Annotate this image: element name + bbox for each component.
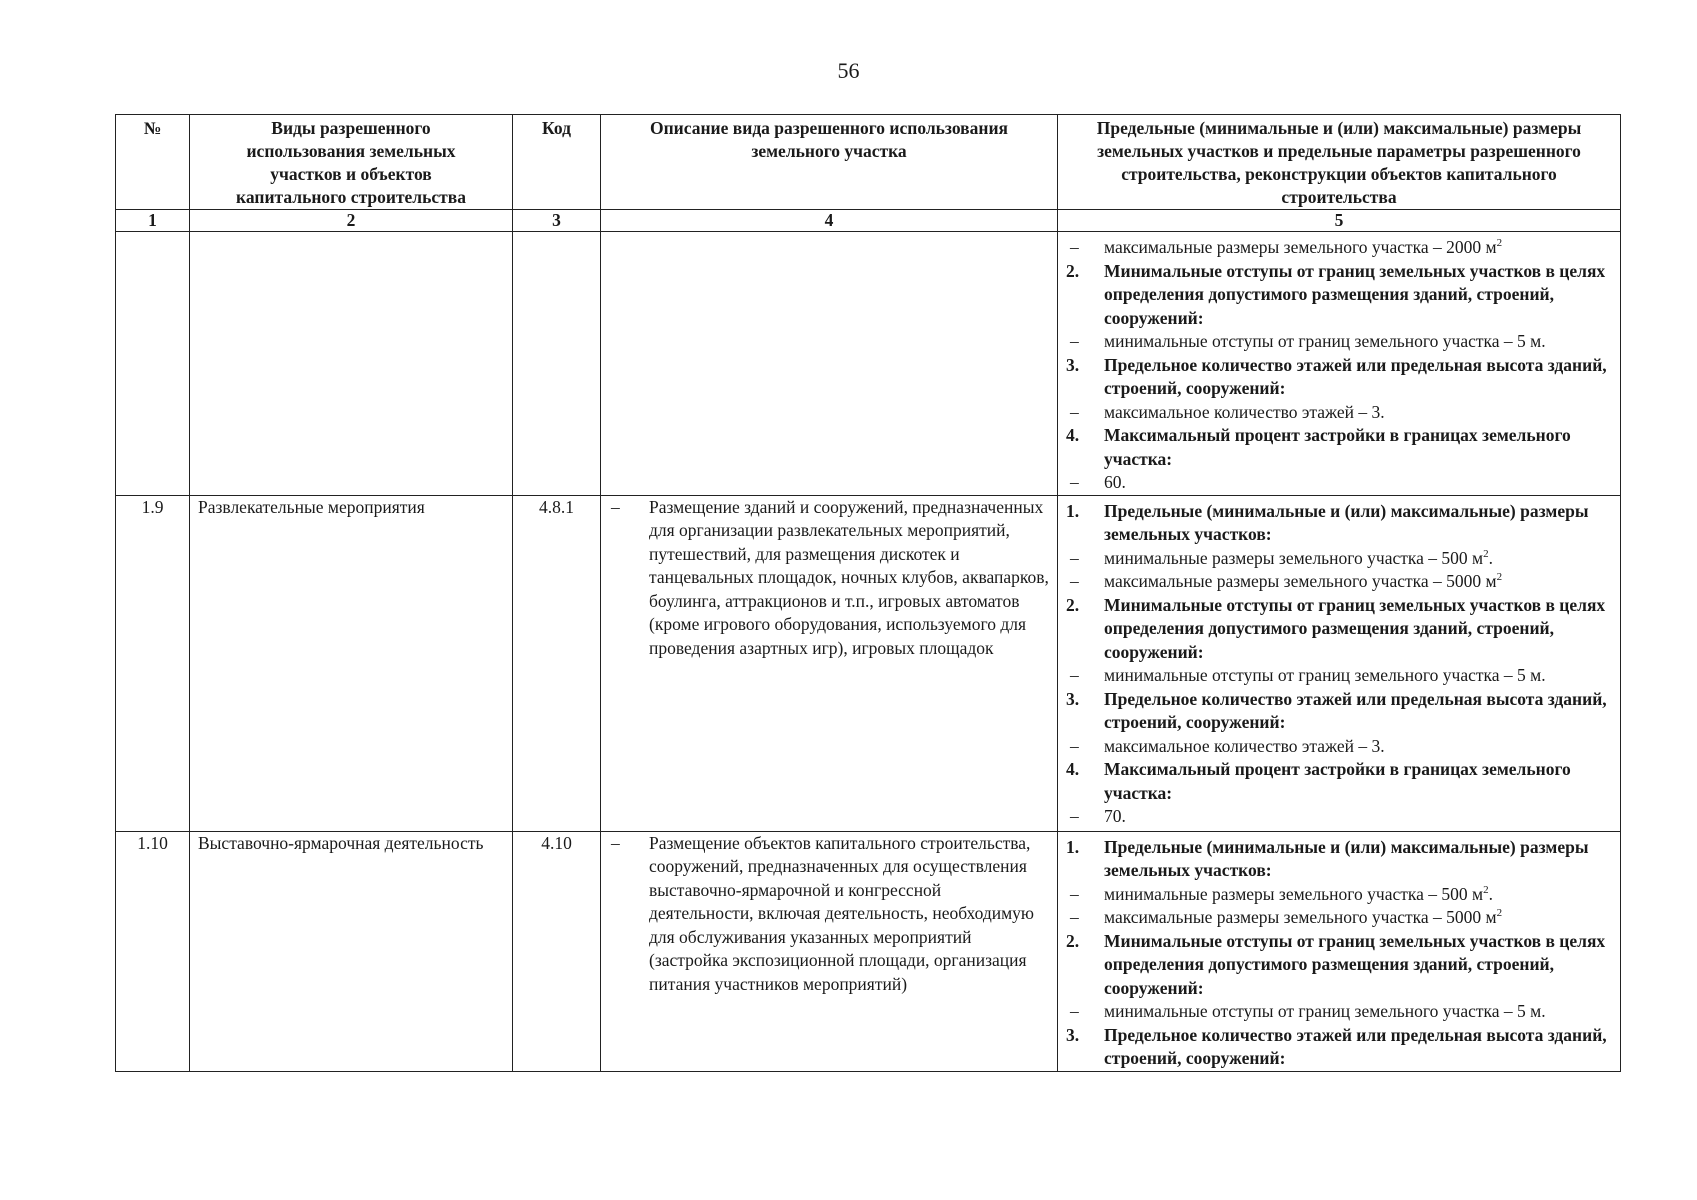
param-text [1104,930,1612,1001]
param-marker: – [1070,331,1079,351]
param-text-main: максимальное количество этажей – 3. [1104,401,1385,422]
page-number: 56 [837,58,860,83]
param-superscript: 2 [1496,571,1503,584]
param-marker: 3. [1066,354,1080,375]
header-row [116,115,1621,210]
desc-marker: – [611,832,620,853]
param-text-main: минимальные отступы от границ земельного участка – 5 м. [1104,1001,1546,1021]
params-list [1066,232,1612,495]
param-item [1066,500,1612,547]
param-marker: – [1070,472,1079,492]
header-name: Виды разрешенного использования земельных участков и объектов капитального строительства [190,115,513,210]
param-marker: – [1070,735,1079,756]
param-text [1104,906,1502,930]
param-marker: 3. [1066,688,1080,709]
param-marker: – [1070,547,1079,568]
param-item [1066,758,1612,805]
param-text-main: Предельное количество этажей или предельная высота зданий, строений, сооружений: [1104,354,1607,398]
param-marker: 1. [1066,500,1080,521]
param-text [1104,547,1493,571]
param-text-main: Максимальный процент застройки в границах земельного участка: [1104,759,1571,803]
desc-item [609,496,1049,661]
cell-params [1058,232,1621,496]
param-text-suffix: . [1488,547,1493,568]
desc-marker: – [611,496,620,517]
param-item [1066,805,1612,829]
param-text-suffix: . [1488,883,1493,904]
cell-params [1058,831,1621,1071]
header-code: Код [513,115,601,210]
param-text [1104,500,1612,547]
column-number: 2 [190,210,513,232]
param-marker: – [1070,665,1079,685]
param-item [1066,570,1612,594]
param-text-main: Предельное количество этажей или предельная высота зданий, строений, сооружений: [1104,688,1607,732]
cell-name: Выставочно-ярмарочная деятельность [190,831,513,1071]
param-text-main: Минимальные отступы от границ земельных участков в целях определения допустимого размещения зданий, строений, сооружений: [1104,594,1606,662]
param-item [1066,906,1612,930]
param-item [1066,735,1612,759]
cell-no: 1.9 [116,495,190,831]
param-text-main: минимальные размеры земельного участка – 500 м [1104,883,1484,904]
param-text [1104,758,1612,805]
param-marker: 4. [1066,759,1080,779]
table-row-continuation [116,232,1621,496]
param-text-main: Минимальные отступы от границ земельных участков в целях определения допустимого размещения зданий, строений, сооружений: [1104,260,1606,328]
param-text-main: Предельные (минимальные и (или) максимальные) размеры земельных участков: [1104,836,1589,880]
param-item [1066,424,1612,471]
param-item [1066,260,1612,331]
cell-name: Развлекательные мероприятия [190,495,513,831]
param-text [1104,664,1546,688]
param-text [1104,688,1612,735]
cell-code: 4.10 [513,831,601,1071]
param-item [1066,664,1612,688]
param-item [1066,1024,1612,1071]
header-no: № [116,115,190,210]
param-text [1104,471,1126,495]
cell-desc [601,495,1058,831]
param-item [1066,688,1612,735]
param-item [1066,1000,1612,1024]
column-number: 5 [1058,210,1621,232]
param-superscript: 2 [1483,547,1489,560]
param-marker: – [1070,237,1079,257]
cell-no: 1.10 [116,831,190,1071]
param-marker: – [1070,1001,1079,1021]
param-item [1066,401,1612,425]
desc-text: Размещение зданий и сооружений, предназначенных для организации развлекательных мероприятий, путешествий, для размещения дискотек и танцевальных площадок, ночных клубов, аквапарков, боулинга, аттракционов и т.п., игровых автоматов (кроме игрового оборудования, используемого для проведения азартных игр), игровых площадок [649,496,1049,658]
cell-code: 4.8.1 [513,495,601,831]
header-params: Предельные (минимальные и (или) максимальные) размеры земельных участков и предельные параметры разрешенного строительства, реконструкции объектов капитального строительства [1058,115,1621,210]
param-marker: 2. [1066,260,1080,281]
param-text [1104,594,1612,665]
param-text [1104,1024,1612,1071]
param-text [1104,1000,1546,1024]
param-text [1104,401,1385,425]
param-item [1066,883,1612,907]
cell-code [513,232,601,496]
column-number: 3 [513,210,601,232]
table-row [116,495,1621,831]
param-superscript: 2 [1496,237,1503,250]
table-row [116,831,1621,1071]
param-marker: – [1070,401,1079,422]
param-item [1066,330,1612,354]
param-marker: – [1070,907,1079,927]
param-superscript: 2 [1496,907,1503,920]
param-item [1066,836,1612,883]
param-text-main: максимальные размеры земельного участка – 5000 м [1104,907,1497,927]
param-text-main: Минимальные отступы от границ земельных участков в целях определения допустимого размещения зданий, строений, сооружений: [1104,930,1606,998]
cell-no [116,232,190,496]
param-text [1104,354,1612,401]
param-item [1066,594,1612,665]
column-number: 1 [116,210,190,232]
cell-desc [601,831,1058,1071]
param-text-main: 70. [1104,806,1126,826]
param-marker: 2. [1066,930,1080,951]
column-number-row [116,210,1621,232]
param-superscript: 2 [1483,883,1489,896]
param-text [1104,570,1502,594]
param-text [1104,883,1493,907]
param-marker: – [1070,806,1079,826]
land-use-table [115,114,1621,1072]
param-text-main: максимальное количество этажей – 3. [1104,735,1385,756]
param-item [1066,236,1612,260]
param-item [1066,471,1612,495]
param-text-main: Максимальный процент застройки в границах земельного участка: [1104,425,1571,469]
param-marker: – [1070,571,1079,591]
params-list [1066,496,1612,829]
param-item [1066,354,1612,401]
desc-text: Размещение объектов капитального строительства, сооружений, предназначенных для осуществления выставочно-ярмарочной и конгрессной деятельности, включая деятельность, необходимую для обслуживания указанных мероприятий (застройка экспозиционной площади, организация питания участников мероприятий) [649,832,1034,994]
desc-item [609,832,1049,997]
param-text-main: Предельные (минимальные и (или) максимальные) размеры земельных участков: [1104,500,1589,544]
param-text [1104,836,1612,883]
param-text [1104,805,1126,829]
param-text-main: 60. [1104,472,1126,492]
column-number: 4 [601,210,1058,232]
param-text [1104,424,1612,471]
cell-name [190,232,513,496]
param-text-main: максимальные размеры земельного участка – 2000 м [1104,237,1497,257]
cell-desc [601,232,1058,496]
param-text [1104,330,1546,354]
param-item [1066,547,1612,571]
cell-params [1058,495,1621,831]
param-marker: – [1070,883,1079,904]
param-text-main: Предельное количество этажей или предельная высота зданий, строений, сооружений: [1104,1024,1607,1068]
param-marker: 3. [1066,1024,1080,1045]
param-text-main: минимальные отступы от границ земельного участка – 5 м. [1104,331,1546,351]
param-marker: 2. [1066,594,1080,615]
param-marker: 4. [1066,425,1080,445]
param-text [1104,260,1612,331]
param-text-main: минимальные отступы от границ земельного участка – 5 м. [1104,665,1546,685]
param-text [1104,735,1385,759]
params-list [1066,832,1612,1071]
header-desc: Описание вида разрешенного использования земельного участка [601,115,1058,210]
param-item [1066,930,1612,1001]
param-text [1104,236,1502,260]
param-text-main: максимальные размеры земельного участка – 5000 м [1104,571,1497,591]
param-marker: 1. [1066,836,1080,857]
param-text-main: минимальные размеры земельного участка – 500 м [1104,547,1484,568]
